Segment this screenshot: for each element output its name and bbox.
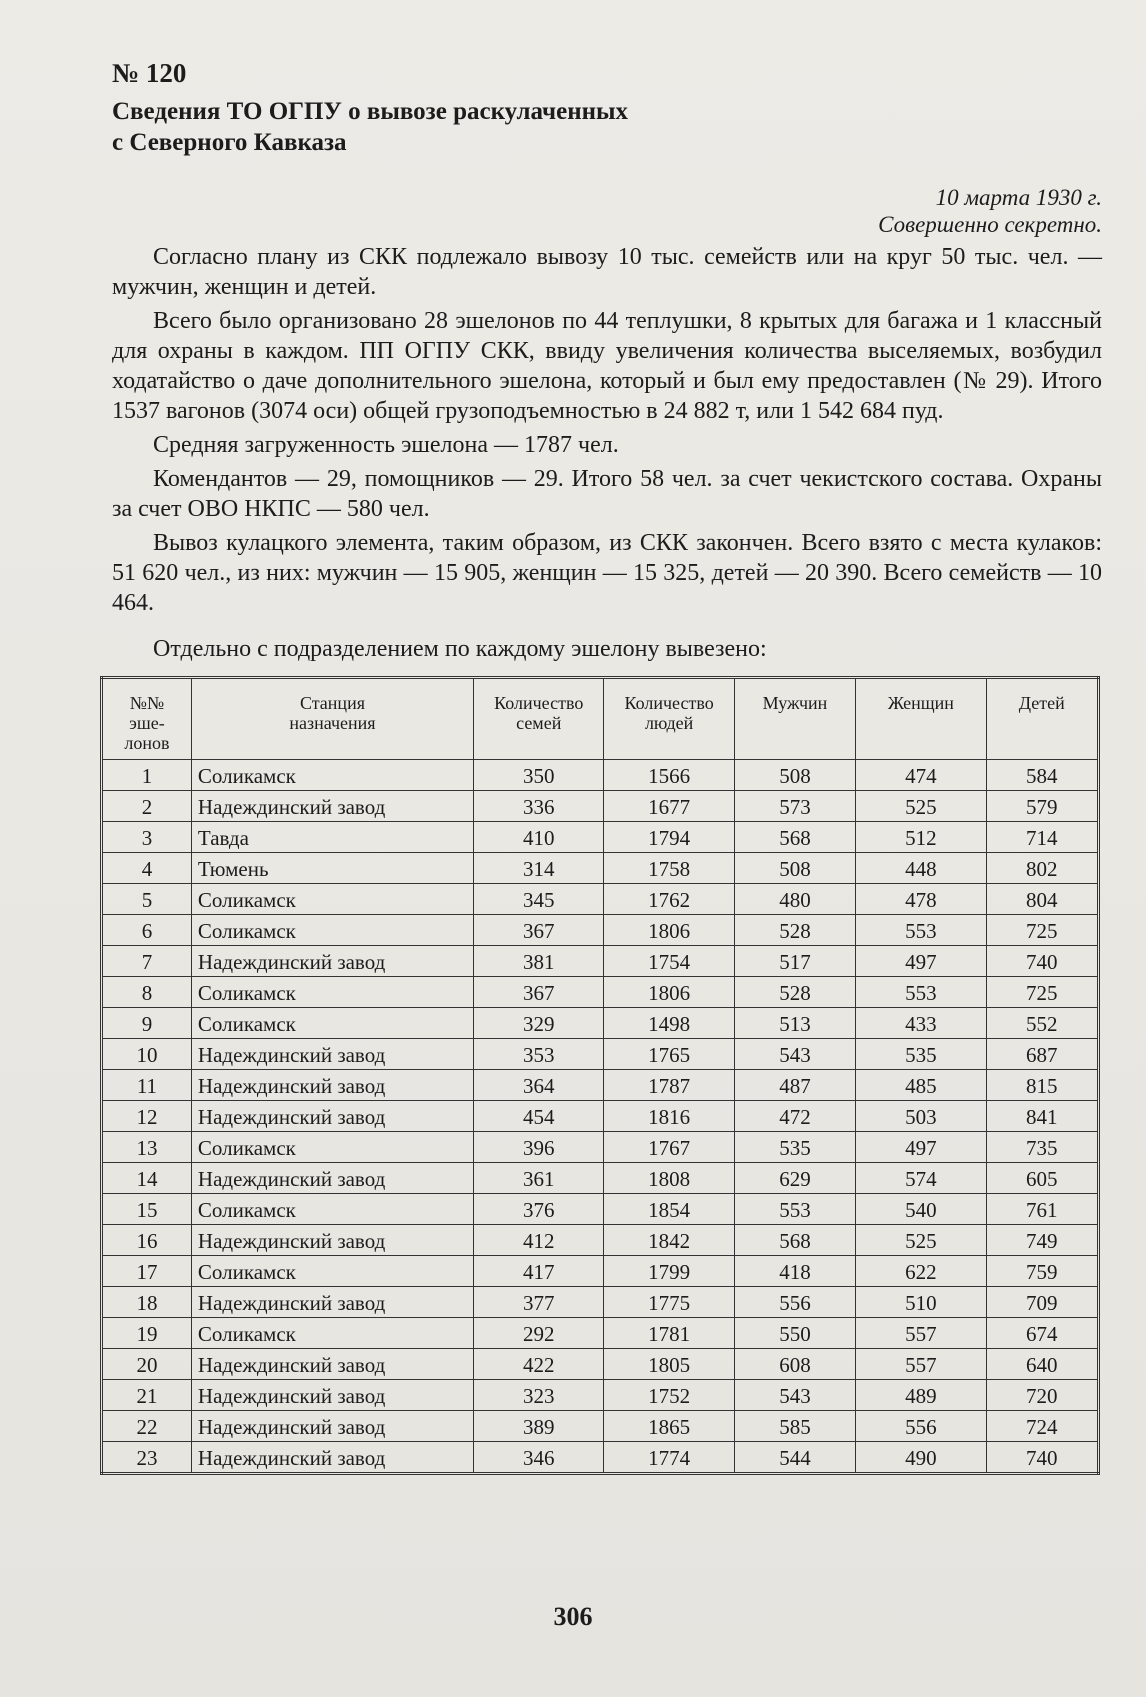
cell-men: 418 [734, 1256, 855, 1287]
cell-people: 1677 [604, 791, 734, 822]
cell-people: 1865 [604, 1411, 734, 1442]
cell-train-number: 10 [102, 1039, 192, 1070]
cell-children: 584 [986, 760, 1098, 791]
cell-women: 556 [856, 1411, 986, 1442]
cell-people: 1762 [604, 884, 734, 915]
cell-people: 1806 [604, 915, 734, 946]
cell-station: Надеждинский завод [191, 1225, 473, 1256]
cell-people: 1754 [604, 946, 734, 977]
cell-station: Надеждинский завод [191, 1442, 473, 1474]
cell-children: 841 [986, 1101, 1098, 1132]
cell-men: 513 [734, 1008, 855, 1039]
cell-train-number: 13 [102, 1132, 192, 1163]
table-row [102, 884, 1099, 915]
cell-train-number: 3 [102, 822, 192, 853]
cell-families: 361 [474, 1163, 604, 1194]
paragraph-staff: Комендантов — 29, помощников — 29. Итого 58 чел. за счет чекистского состава. Охраны за счет ОВО НКПС — 580 чел. [112, 466, 1102, 522]
cell-station: Надеждинский завод [191, 1070, 473, 1101]
cell-families: 381 [474, 946, 604, 977]
table-row [102, 946, 1099, 977]
cell-children: 802 [986, 853, 1098, 884]
cell-people: 1805 [604, 1349, 734, 1380]
cell-children: 674 [986, 1318, 1098, 1349]
cell-station: Соликамск [191, 1008, 473, 1039]
table-row [102, 1318, 1099, 1349]
cell-children: 552 [986, 1008, 1098, 1039]
cell-train-number: 15 [102, 1194, 192, 1225]
cell-men: 553 [734, 1194, 855, 1225]
cell-train-number: 23 [102, 1442, 192, 1474]
cell-men: 535 [734, 1132, 855, 1163]
cell-train-number: 4 [102, 853, 192, 884]
cell-men: 573 [734, 791, 855, 822]
cell-people: 1808 [604, 1163, 734, 1194]
cell-children: 725 [986, 915, 1098, 946]
cell-men: 508 [734, 760, 855, 791]
cell-station: Тавда [191, 822, 473, 853]
cell-children: 605 [986, 1163, 1098, 1194]
cell-train-number: 18 [102, 1287, 192, 1318]
table-row [102, 977, 1099, 1008]
cell-men: 487 [734, 1070, 855, 1101]
cell-men: 544 [734, 1442, 855, 1474]
paragraph-totals: Вывоз кулацкого элемента, таким образом, из СКК закончен. Всего взято с места кулаков: 51 620 чел., из них: мужчин — 15 905, женщин — 15 325, детей — 20 390. Всего семейств — 10 464. [112, 530, 1102, 616]
header-men: Мужчин [734, 678, 855, 760]
paragraph-average-load: Средняя загруженность эшелона — 1787 чел. [153, 432, 619, 458]
cell-station: Надеждинский завод [191, 1349, 473, 1380]
cell-station: Соликамск [191, 1318, 473, 1349]
cell-train-number: 16 [102, 1225, 192, 1256]
table-row [102, 915, 1099, 946]
cell-families: 323 [474, 1380, 604, 1411]
cell-train-number: 21 [102, 1380, 192, 1411]
cell-station: Соликамск [191, 1132, 473, 1163]
cell-people: 1842 [604, 1225, 734, 1256]
cell-families: 422 [474, 1349, 604, 1380]
cell-station: Соликамск [191, 1194, 473, 1225]
cell-children: 709 [986, 1287, 1098, 1318]
cell-children: 759 [986, 1256, 1098, 1287]
cell-families: 367 [474, 977, 604, 1008]
cell-children: 740 [986, 1442, 1098, 1474]
document-title [112, 96, 1102, 158]
cell-men: 543 [734, 1039, 855, 1070]
cell-train-number: 8 [102, 977, 192, 1008]
cell-children: 724 [986, 1411, 1098, 1442]
cell-women: 503 [856, 1101, 986, 1132]
cell-women: 489 [856, 1380, 986, 1411]
cell-women: 540 [856, 1194, 986, 1225]
document-content [112, 58, 1102, 1475]
cell-families: 389 [474, 1411, 604, 1442]
cell-women: 478 [856, 884, 986, 915]
cell-families: 367 [474, 915, 604, 946]
table-row [102, 791, 1099, 822]
cell-families: 350 [474, 760, 604, 791]
cell-people: 1498 [604, 1008, 734, 1039]
cell-families: 454 [474, 1101, 604, 1132]
cell-families: 314 [474, 853, 604, 884]
cell-people: 1781 [604, 1318, 734, 1349]
cell-women: 485 [856, 1070, 986, 1101]
table-row [102, 1442, 1099, 1474]
table-body [102, 760, 1099, 1474]
cell-families: 417 [474, 1256, 604, 1287]
cell-station: Надеждинский завод [191, 1287, 473, 1318]
cell-train-number: 20 [102, 1349, 192, 1380]
cell-train-number: 5 [102, 884, 192, 915]
document-date: 10 марта 1930 г. [935, 185, 1102, 210]
cell-women: 497 [856, 1132, 986, 1163]
cell-women: 525 [856, 1225, 986, 1256]
cell-children: 720 [986, 1380, 1098, 1411]
cell-people: 1752 [604, 1380, 734, 1411]
cell-men: 550 [734, 1318, 855, 1349]
cell-children: 640 [986, 1349, 1098, 1380]
cell-train-number: 12 [102, 1101, 192, 1132]
cell-station: Соликамск [191, 760, 473, 791]
table-row [102, 1411, 1099, 1442]
cell-men: 585 [734, 1411, 855, 1442]
table-row [102, 1194, 1099, 1225]
cell-families: 345 [474, 884, 604, 915]
cell-children: 579 [986, 791, 1098, 822]
table-header-row [102, 678, 1099, 760]
header-people: Количество людей [604, 678, 734, 760]
header-families: Количество семей [474, 678, 604, 760]
cell-people: 1774 [604, 1442, 734, 1474]
cell-people: 1765 [604, 1039, 734, 1070]
cell-children: 804 [986, 884, 1098, 915]
cell-people: 1854 [604, 1194, 734, 1225]
cell-train-number: 6 [102, 915, 192, 946]
cell-women: 557 [856, 1318, 986, 1349]
cell-children: 749 [986, 1225, 1098, 1256]
cell-families: 376 [474, 1194, 604, 1225]
cell-men: 508 [734, 853, 855, 884]
cell-women: 557 [856, 1349, 986, 1380]
cell-people: 1816 [604, 1101, 734, 1132]
cell-women: 553 [856, 915, 986, 946]
cell-women: 510 [856, 1287, 986, 1318]
cell-people: 1767 [604, 1132, 734, 1163]
table-row [102, 822, 1099, 853]
cell-train-number: 22 [102, 1411, 192, 1442]
cell-train-number: 1 [102, 760, 192, 791]
cell-people: 1566 [604, 760, 734, 791]
shipments-table [100, 676, 1100, 1475]
header-station: Станция назначения [191, 678, 473, 760]
cell-women: 512 [856, 822, 986, 853]
cell-station: Надеждинский завод [191, 1163, 473, 1194]
cell-men: 543 [734, 1380, 855, 1411]
cell-children: 735 [986, 1132, 1098, 1163]
cell-train-number: 9 [102, 1008, 192, 1039]
cell-children: 761 [986, 1194, 1098, 1225]
cell-women: 525 [856, 791, 986, 822]
cell-station: Надеждинский завод [191, 1101, 473, 1132]
cell-families: 412 [474, 1225, 604, 1256]
cell-families: 292 [474, 1318, 604, 1349]
paragraph-plan: Согласно плану из СКК подлежало вывозу 10 тыс. семейств или на круг 50 тыс. чел. — мужчин, женщин и детей. [112, 244, 1102, 300]
cell-women: 448 [856, 853, 986, 884]
cell-station: Соликамск [191, 1256, 473, 1287]
cell-people: 1758 [604, 853, 734, 884]
cell-station: Тюмень [191, 853, 473, 884]
cell-station: Соликамск [191, 884, 473, 915]
cell-children: 740 [986, 946, 1098, 977]
cell-men: 517 [734, 946, 855, 977]
cell-train-number: 14 [102, 1163, 192, 1194]
cell-station: Надеждинский завод [191, 946, 473, 977]
page-number: 306 [553, 1602, 593, 1631]
cell-women: 433 [856, 1008, 986, 1039]
cell-people: 1799 [604, 1256, 734, 1287]
cell-men: 629 [734, 1163, 855, 1194]
cell-men: 568 [734, 822, 855, 853]
table-row [102, 1132, 1099, 1163]
cell-men: 608 [734, 1349, 855, 1380]
table-row [102, 1101, 1099, 1132]
cell-station: Надеждинский завод [191, 1039, 473, 1070]
cell-children: 687 [986, 1039, 1098, 1070]
cell-people: 1794 [604, 822, 734, 853]
cell-women: 622 [856, 1256, 986, 1287]
cell-women: 474 [856, 760, 986, 791]
table-row [102, 760, 1099, 791]
cell-people: 1787 [604, 1070, 734, 1101]
header-train-number: №№ эше- лонов [102, 678, 192, 760]
cell-women: 553 [856, 977, 986, 1008]
cell-station: Соликамск [191, 915, 473, 946]
cell-children: 725 [986, 977, 1098, 1008]
cell-children: 714 [986, 822, 1098, 853]
cell-children: 815 [986, 1070, 1098, 1101]
document-title-line-1: Сведения ТО ОГПУ о вывозе раскулаченных [112, 98, 629, 125]
table-row [102, 1380, 1099, 1411]
table-row [102, 1287, 1099, 1318]
cell-women: 535 [856, 1039, 986, 1070]
cell-train-number: 2 [102, 791, 192, 822]
table-row [102, 1256, 1099, 1287]
cell-station: Надеждинский завод [191, 791, 473, 822]
cell-families: 353 [474, 1039, 604, 1070]
table-row [102, 1039, 1099, 1070]
table-row [102, 1008, 1099, 1039]
table-row [102, 1349, 1099, 1380]
header-women: Женщин [856, 678, 986, 760]
cell-station: Соликамск [191, 977, 473, 1008]
table-row [102, 1225, 1099, 1256]
cell-men: 480 [734, 884, 855, 915]
cell-train-number: 17 [102, 1256, 192, 1287]
cell-men: 568 [734, 1225, 855, 1256]
cell-people: 1806 [604, 977, 734, 1008]
table-intro: Отдельно с подразделением по каждому эшелону вывезено: [153, 636, 767, 662]
table-row [102, 1163, 1099, 1194]
cell-train-number: 7 [102, 946, 192, 977]
cell-men: 528 [734, 977, 855, 1008]
paragraph-trains: Всего было организовано 28 эшелонов по 44 теплушки, 8 крытых для багажа и 1 классный для охраны в каждом. ПП ОГПУ СКК, ввиду увеличения количества выселяемых, возбудил ходатайство о даче дополнительного эшелона, который и был ему предоставлен (№ 29). Итого 1537 вагонов (3074 оси) общей грузоподъемностью в 24 882 т, или 1 542 684 пуд. [112, 308, 1102, 424]
cell-families: 336 [474, 791, 604, 822]
cell-families: 377 [474, 1287, 604, 1318]
cell-women: 574 [856, 1163, 986, 1194]
cell-train-number: 19 [102, 1318, 192, 1349]
cell-families: 364 [474, 1070, 604, 1101]
classification-stamp: Совершенно секретно. [878, 212, 1102, 237]
cell-families: 396 [474, 1132, 604, 1163]
table-row [102, 1070, 1099, 1101]
header-children: Детей [986, 678, 1098, 760]
cell-station: Надеждинский завод [191, 1380, 473, 1411]
cell-station: Надеждинский завод [191, 1411, 473, 1442]
cell-men: 528 [734, 915, 855, 946]
cell-families: 410 [474, 822, 604, 853]
document-number: № 120 [112, 58, 187, 88]
cell-families: 346 [474, 1442, 604, 1474]
document-title-line-2: с Северного Кавказа [112, 129, 347, 156]
table-row [102, 853, 1099, 884]
cell-train-number: 11 [102, 1070, 192, 1101]
cell-people: 1775 [604, 1287, 734, 1318]
cell-families: 329 [474, 1008, 604, 1039]
cell-men: 472 [734, 1101, 855, 1132]
cell-men: 556 [734, 1287, 855, 1318]
cell-women: 490 [856, 1442, 986, 1474]
cell-women: 497 [856, 946, 986, 977]
